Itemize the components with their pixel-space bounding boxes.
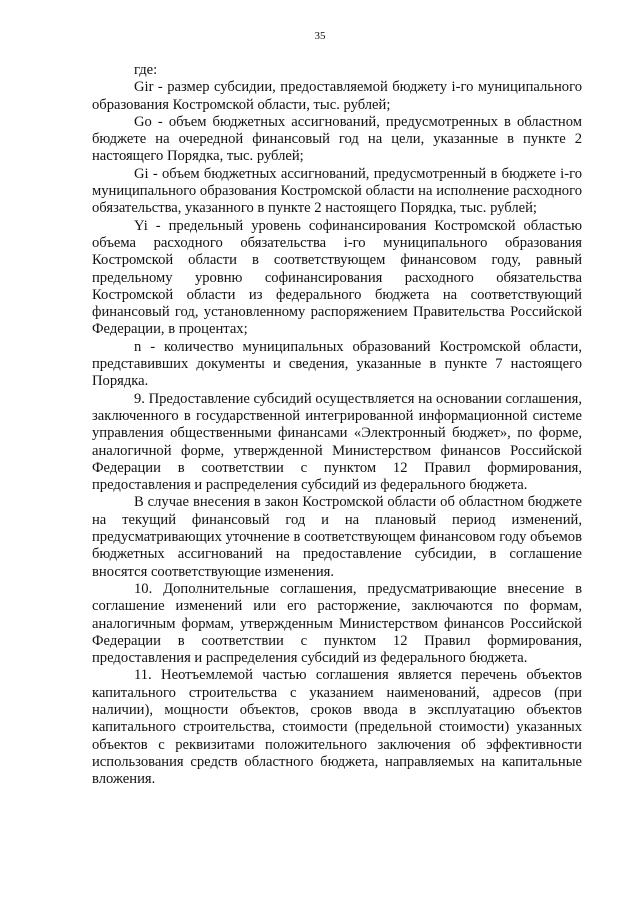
paragraph-item-9-continued: В случае внесения в закон Костромской области об областном бюджете на текущий финансовый год и на плановый период изменений, предусматривающих уточнение в соответствующем финансовом году объемов бюджетных ассигнований на предоставление субсидии, в соглашение вносятся соответствующие изменения. [92,494,582,580]
page-number: 35 [314,30,326,42]
paragraph-n-definition: n - количество муниципальных образований Костромской области, представивших документы и сведения, указанные в пункте 7 настоящего Порядка. [92,338,582,390]
paragraph-yi-definition: Yi - предельный уровень софинансирования Костромской областью объема расходного обязательства i-го муниципального образования Костромской области в соответствующем финансовом году, равный предельному уровню софинансирования расходного обязательства Костромской области из федерального бюджета на соответствующий финансовый год, установленному распоряжением Правительства Российской Федерации, в процентах; [92,217,582,338]
paragraph-item-10: 10. Дополнительные соглашения, предусматривающие внесение в соглашение изменений или его расторжение, заключаются по формам, аналогичным формам, утвержденным Министерством финансов Российской Федерации в соответствии с пунктом 12 Правил формирования, предоставления и распределения субсидий из федерального бюджета. [92,580,582,667]
paragraph-gi-definition: Gi - объем бюджетных ассигнований, предусмотренный в бюджете i-го муниципального образования Костромской области на исполнение расходного обязательства, указанного в пункте 2 настоящего Порядка, тыс. рублей; [92,165,582,217]
paragraph-go-definition: Go - объем бюджетных ассигнований, предусмотренных в областном бюджете на очередной финансовый год на цели, указанные в пункте 2 настоящего Порядка, тыс. рублей; [92,113,582,165]
document-body [92,62,582,788]
paragraph-where: где: [134,62,158,78]
paragraph-item-9: 9. Предоставление субсидий осуществляется на основании соглашения, заключенного в государственной интегрированной информационной системе управления общественными финансами «Электронный бюджет», по форме, аналогичной форме, утвержденной Министерством финансов Российской Федерации в соответствии с пунктом 12 Правил формирования, предоставления и распределения субсидий из федерального бюджета. [92,390,582,494]
paragraph-item-11: 11. Неотъемлемой частью соглашения является перечень объектов капитального строительства с указанием наименований, адресов (при наличии), мощности объектов, сроков ввода в эксплуатацию объектов капитального строительства, стоимости (предельной стоимости) указанных объектов с реквизитами положительного заключения об эффективности использования средств областного бюджета, направляемых на капитальные вложения. [92,667,582,788]
paragraph-gir-definition: Gir - размер субсидии, предоставляемой бюджету i-го муниципального образования Костромской области, тыс. рублей; [92,79,582,113]
